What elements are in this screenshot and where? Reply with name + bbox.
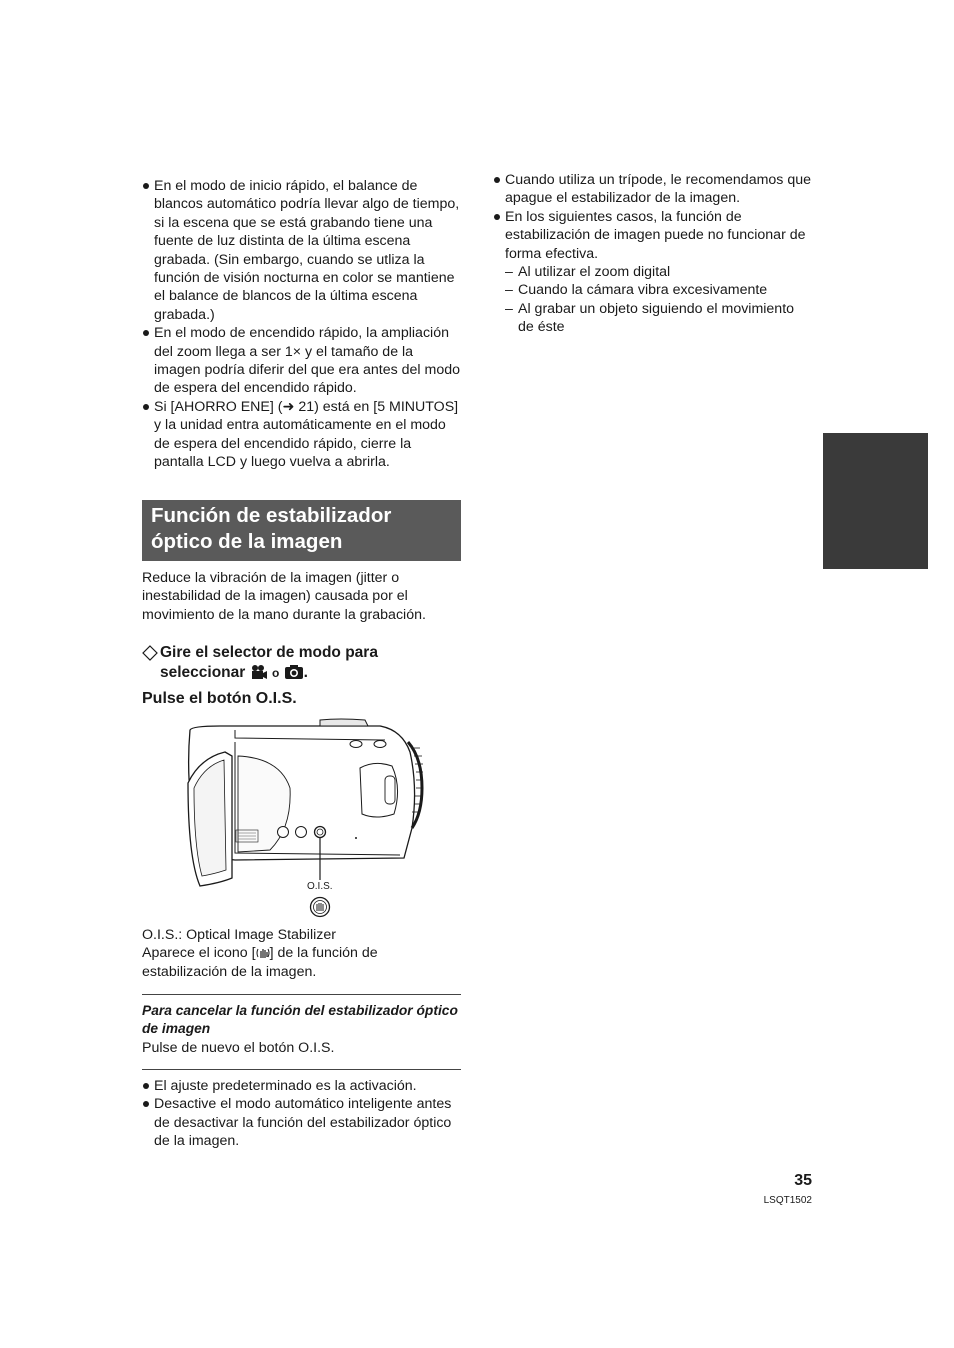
right-notes — [493, 171, 813, 337]
ois-line2a: Aparece el icono [ — [142, 945, 256, 962]
list-item: En los siguientes casos, la función de estabilización de imagen puede no funcionar de forma efectiva. — [493, 208, 813, 263]
section-heading-box — [142, 500, 461, 561]
list-item: En el modo de encendido rápido, la ampliación del zoom llega a ser 1× y el tamaño de la imagen podría diferir del que era antes del modo de espera del encendido rápido. — [142, 324, 462, 398]
list-item: Si [AHORRO ENE] (➜ 21) está en [5 MINUTOS] y la unidad entra automáticamente en el modo de espera del encendido rápido, cierre la pantalla LCD y luego vuelva a abrirla. — [142, 398, 462, 472]
list-item: Cuando utiliza un trípode, le recomendamos que apague el estabilizador de la imagen. — [493, 171, 813, 208]
photo-camera-icon — [284, 664, 304, 680]
list-item: – Al utilizar el zoom digital — [505, 263, 813, 281]
right-bullet-list — [493, 171, 813, 263]
stabilizer-icon — [256, 946, 270, 960]
list-item: En el modo de inicio rápido, el balance de blancos automático podría llevar algo de tiempo, si la escena que se está grabando tiene una fuente de luz distinta de la última escena grabada. (Sin embargo, cuando se utliza la función de visión nocturna en color se mantiene el balance de blancos de la última escena grabada.) — [142, 177, 462, 324]
section-intro: Reduce la vibración de la imagen (jitter o inestabilidad de la imagen) causada por el movimiento de la mano durante la grabación. — [142, 570, 426, 623]
cancel-title: Para cancelar la función del estabilizador óptico de imagen — [142, 1003, 458, 1037]
step-1-or: o — [271, 666, 280, 680]
cancel-text: Pulse de nuevo el botón O.I.S. — [142, 1040, 335, 1056]
ois-diagram-label: O.I.S. — [307, 881, 333, 892]
right-dash-list — [493, 263, 813, 337]
step-1-line2: seleccionar — [160, 664, 246, 681]
section-title — [142, 500, 461, 555]
divider — [142, 1069, 461, 1070]
side-tab-marker — [823, 433, 928, 569]
ois-line2b: ] de la función de estabilización de la imagen. — [142, 945, 378, 980]
camcorder-diagram — [180, 718, 425, 923]
divider — [142, 994, 461, 995]
video-camera-icon — [250, 664, 268, 680]
list-item: El ajuste predeterminado es la activación. — [142, 1077, 462, 1095]
bottom-bullet-list — [142, 1077, 462, 1151]
document-code: LSQT1502 — [763, 1195, 812, 1206]
section-title-line1: Función de estabilizador — [151, 504, 392, 527]
ois-line1: O.I.S.: Optical Image Stabilizer — [142, 927, 336, 943]
list-item: – Al grabar un objeto siguiendo el movimiento de éste — [505, 300, 813, 337]
step-1 — [142, 643, 462, 683]
section-title-line2: óptico de la imagen — [151, 530, 343, 553]
left-notes — [142, 177, 462, 472]
list-item: Desactive el modo automático inteligente antes de desactivar la función del estabilizador óptico de la imagen. — [142, 1095, 462, 1150]
ois-description — [142, 926, 462, 981]
left-bullet-list — [142, 177, 462, 472]
diamond-icon — [142, 645, 158, 661]
step-1-line1: Gire el selector de modo para — [160, 644, 378, 661]
page-number: 35 — [794, 1172, 812, 1189]
step-1-end: . — [303, 664, 308, 681]
step-2: Pulse el botón O.I.S. — [142, 690, 297, 707]
list-item: – Cuando la cámara vibra excesivamente — [505, 281, 813, 299]
